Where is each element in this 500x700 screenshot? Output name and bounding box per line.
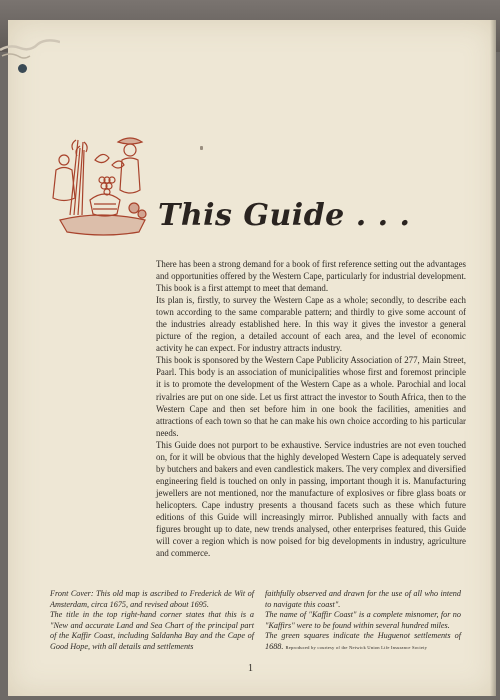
harvest-figures-illustration-icon xyxy=(50,120,150,240)
body-paragraph: There has been a strong demand for a book of first reference setting out the advantages and opportunities offered by the Western Cape, particularly for industrial development. This book is a first attempt to meet that demand. xyxy=(156,259,466,294)
binding-string-icon xyxy=(0,36,60,70)
caption-right xyxy=(265,589,461,654)
caption-text: The green squares indicate the Huguenot settlements of 1688. xyxy=(265,631,461,651)
body-paragraph: This book is sponsored by the Western Cape Publicity Association of 277, Main Street, Paarl. This body is an association of municipalities whose first and foremost principle it is to promote the development of the Western Cape as a whole. Parochial and local rivalries are put on one side. Let us first attract the investor to South Africa, then to the Western Cape and then set before him in one book the facilities, amenities and attractions of each town so that he can make his own choice according to his particular needs. xyxy=(156,355,466,438)
body-paragraph: This Guide does not purport to be exhaustive. Service industries are not even touched on, for it will be obvious that the highly developed Western Cape is adequately served by butchers and bakers and even candlestick makers. The very complex and diversified engineering field is touched on only in passing, important though it is. Manufacturing jewellers are not mentioned, nor the manufacture of explosives or fibre glass boats or helicopters. Cape industry presents a thousand facets such as these which future editions of this Guide will increasingly mirror. Published annually with facts and figures brought up to date, new trends analysed, other enterprises featured, this Guide will cover a region which is now poised for big developments in industry, agriculture and commerce. xyxy=(156,439,466,559)
credit-line: Reproduced by courtesy of the Netwick Union Life Insurance Society xyxy=(285,644,428,650)
paper-blemish xyxy=(200,146,203,150)
body-text xyxy=(156,258,466,559)
caption-paragraph: The title in the top right-hand corner states that this is a "New and accurate Land and Sea Chart of the principal part of the Kaffir Coast, including Saldanha Bay and the Cape of Good Hope, with all details and settlements xyxy=(50,610,254,651)
caption-left xyxy=(50,589,254,653)
document-page xyxy=(8,20,496,696)
caption-paragraph: faithfully observed and drawn for the use of all who intend to navigate this coast". xyxy=(265,589,461,609)
body-paragraph: Its plan is, firstly, to survey the Western Cape as a whole; secondly, to describe each town according to the same comparable pattern; and thirdly to give some account of the industries already established here. In this way it gives the investor a general picture of the region, a detailed account of each area, and the level of economic activity he can expect. For industry attracts industry. xyxy=(156,295,466,354)
page-title: This Guide . . . xyxy=(158,198,411,233)
caption-paragraph: Front Cover: This old map is ascribed to Frederick de Wit of Amsterdam, circa 1675, and revised about 1695. xyxy=(50,589,254,609)
caption-paragraph xyxy=(265,631,461,653)
page-edge-shadow xyxy=(490,20,496,696)
page-number: 1 xyxy=(248,663,253,674)
caption-paragraph: The name of "Kaffir Coast" is a complete misnomer, for no "Kaffirs" were to be found within several hundred miles. xyxy=(265,610,461,630)
